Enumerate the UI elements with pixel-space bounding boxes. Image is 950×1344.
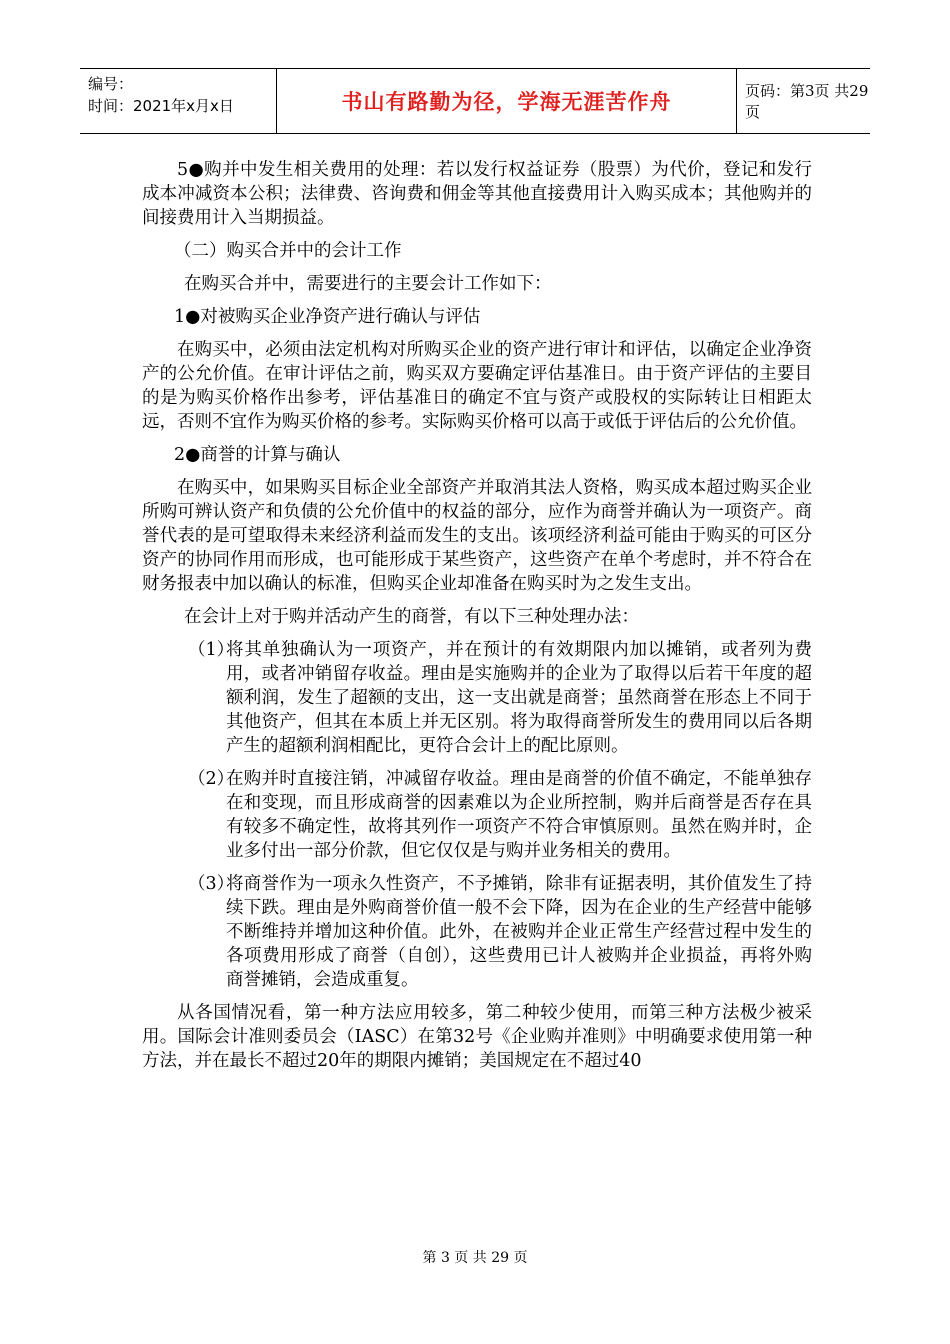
header-meta	[80, 69, 277, 133]
list-item-text: 将其单独确认为一项资产，并在预计的有效期限内加以摊销，或者列为费用，或者冲销留存收益。理由是实施购并的企业为了取得以后若干年度的超额利润，发生了超额的支出，这一支出就是商誉；虽然商誉在形态上不同于其他资产，但其在本质上并无区别。将为取得商誉所发生的费用同以后各期产生的超额利润相配比，更符合会计上的配比原则。	[226, 640, 812, 756]
list-item	[142, 767, 812, 863]
paragraph: 5●购并中发生相关费用的处理：若以发行权益证券（股票）为代价，登记和发行成本冲减资本公积；法律费、咨询费和佣金等其他直接费用计入购买成本；其他购并的间接费用计入当期损益。	[142, 160, 812, 228]
list-item	[142, 638, 812, 758]
paragraph: 从各国情况看，第一种方法应用较多，第二种较少使用，而第三种方法极少被采用。国际会计准则委员会（IASC）在第32号《企业购并准则》中明确要求使用第一种方法，并在最长不超过20年的期限内摊销；美国规定在不超过40	[142, 1003, 812, 1071]
list-item	[142, 872, 812, 992]
document-date: 时间：2021年x月x日	[88, 97, 234, 115]
list-item-number: （2）	[188, 769, 235, 789]
subsection-heading: 1●对被购买企业净资产进行确认与评估	[174, 307, 481, 327]
document-body	[142, 158, 812, 1082]
list-item-number: （3）	[188, 874, 235, 894]
list-item-text: 将商誉作为一项永久性资产，不予摊销，除非有证据表明，其价值发生了持续下跌。理由是外购商誉价值一般不会下降，因为在企业的生产经营中能够不断维持并增加这种价值。此外，在被购并企业正常生产经营过程中发生的各项费用形成了商誉（自创），这些费用已计人被购并企业损益，再将外购商誉摊销，会造成重复。	[226, 874, 812, 990]
header-motto: 书山有路勤为径，学海无涯苦作舟	[277, 69, 737, 133]
paragraph: 在购买合并中，需要进行的主要会计工作如下：	[184, 274, 552, 294]
page-header	[80, 68, 870, 134]
paragraph: 在购买中，如果购买目标企业全部资产并取消其法人资格，购买成本超过购买企业所购可辨认资产和负债的公允价值中的权益的部分，应作为商誉并确认为一项资产。商誉代表的是可望取得未来经济利益而发生的支出。该项经济利益可能由于购买的可区分资产的协同作用而形成，也可能形成于某些资产，这些资产在单个考虑时，并不符合在财务报表中加以确认的标准，但购买企业却准备在购买时为之发生支出。	[142, 478, 812, 594]
paragraph: 在购买中，必须由法定机构对所购买企业的资产进行审计和评估，以确定企业净资产的公允价值。在审计评估之前，购买双方要确定评估基准日。由于资产评估的主要目的是为购买价格作出参考，评估基准日的确定不宜与资产或股权的实际转让日相距太远，否则不宜作为购买价格的参考。实际购买价格可以高于或低于评估后的公允价值。	[142, 340, 812, 432]
page-footer: 第 3 页 共 29 页	[422, 1250, 528, 1266]
subsection-heading: 2●商誉的计算与确认	[174, 445, 341, 465]
section-heading: （二）购买合并中的会计工作	[174, 241, 402, 261]
document-number: 编号：	[88, 75, 134, 93]
paragraph: 在会计上对于购并活动产生的商誉，有以下三种处理办法：	[184, 607, 639, 627]
list-item-number: （1）	[188, 640, 235, 660]
list-item-text: 在购并时直接注销，冲减留存收益。理由是商誉的价值不确定，不能单独存在和变现，而且形成商誉的因素难以为企业所控制，购并后商誉是否存在具有较多不确定性，故将其列作一项资产不符合审慎原则。虽然在购并时，企业多付出一部分价款，但它仅仅是与购并业务相关的费用。	[226, 769, 812, 861]
header-page-info: 页码：第3页 共29页	[745, 82, 869, 121]
